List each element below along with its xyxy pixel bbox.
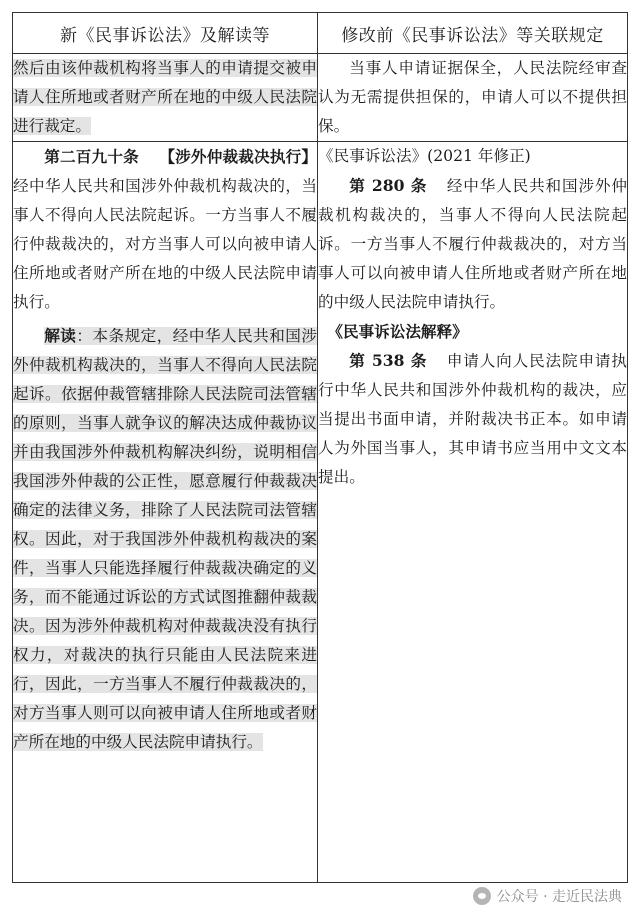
law-title-2021: 《民事诉讼法》(2021 年修正) <box>318 147 531 165</box>
article-538-text: 申请人向人民法院申请执行中华人民共和国涉外仲裁机构的裁决，应当提出书面申请，并附裁决书正本。如申请人为外国当事人，其申请书应当用中文文本提出。 <box>318 352 627 486</box>
row1-left-text: 然后由该仲裁机构将当事人的申请提交被申请人住所地或者财产所在地的中级人民法院进行裁定。 <box>13 59 317 135</box>
row2-right-cell <box>318 142 628 883</box>
table-row <box>13 142 628 883</box>
header-old-law: 修改前《民事诉讼法》等关联规定 <box>318 13 628 54</box>
table-header-row <box>13 13 628 54</box>
table-row <box>13 54 628 142</box>
article-280-number: 第 280 条 <box>349 176 428 195</box>
article-text: 经中华人民共和国涉外仲裁机构裁决的，当事人不得向人民法院起诉。一方当事人不履行仲裁裁决的，对方当事人可以向被申请人住所地或者财产所在地的中级人民法院申请执行。 <box>13 177 317 311</box>
article-280-text: 经中华人民共和国涉外仲裁机构裁决的，当事人不得向人民法院起诉。一方当事人不履行仲裁裁决的，对方当事人可以向被申请人住所地或者财产所在地的中级人民法院申请执行。 <box>318 177 627 311</box>
article-538-number: 第 538 条 <box>349 351 428 370</box>
interpretation-text: ：本条规定，经中华人民共和国涉外仲裁机构裁决的，当事人不得向人民法院起诉。依据仲裁管辖排除人民法院司法管辖的原则，当事人就争议的解决达成仲裁协议并由我国涉外仲裁机构解决纠纷，说明相信我国涉外仲裁的公正性，愿意履行仲裁裁决确定的法律义务，排除了人民法院司法管辖权。因此，对于我国涉外仲裁机构裁决的案件，当事人只能选择履行仲裁裁决确定的义务，而不能通过诉讼的方式试图推翻仲裁裁决。因为涉外仲裁机构对仲裁裁决没有执行权力，对裁决的执行只能由人民法院来进行，因此，一方当事人不履行仲裁裁决的，对方当事人则可以向被申请人住所地或者财产所在地的中级人民法院申请执行。 <box>13 327 317 751</box>
row1-left-cell <box>13 54 318 142</box>
article-number: 第二百九十条 <box>44 147 139 166</box>
interpretation-doc-title: 《民事诉讼法解释》 <box>327 322 468 341</box>
watermark-text: 公众号 · 走近民法典 <box>496 889 622 905</box>
row1-right-cell <box>318 54 628 142</box>
row2-left-cell <box>13 142 318 883</box>
row1-right-text: 当事人申请证据保全，人民法院经审查认为无需提供担保的，申请人可以不提供担保。 <box>318 59 627 135</box>
article-title: 【涉外仲裁裁决执行】 <box>159 147 317 166</box>
interpretation-label: 解读 <box>44 326 77 345</box>
header-new-law: 新《民事诉讼法》及解读等 <box>13 13 318 54</box>
wechat-icon <box>473 887 491 905</box>
comparison-table <box>12 12 628 883</box>
watermark <box>473 886 622 906</box>
